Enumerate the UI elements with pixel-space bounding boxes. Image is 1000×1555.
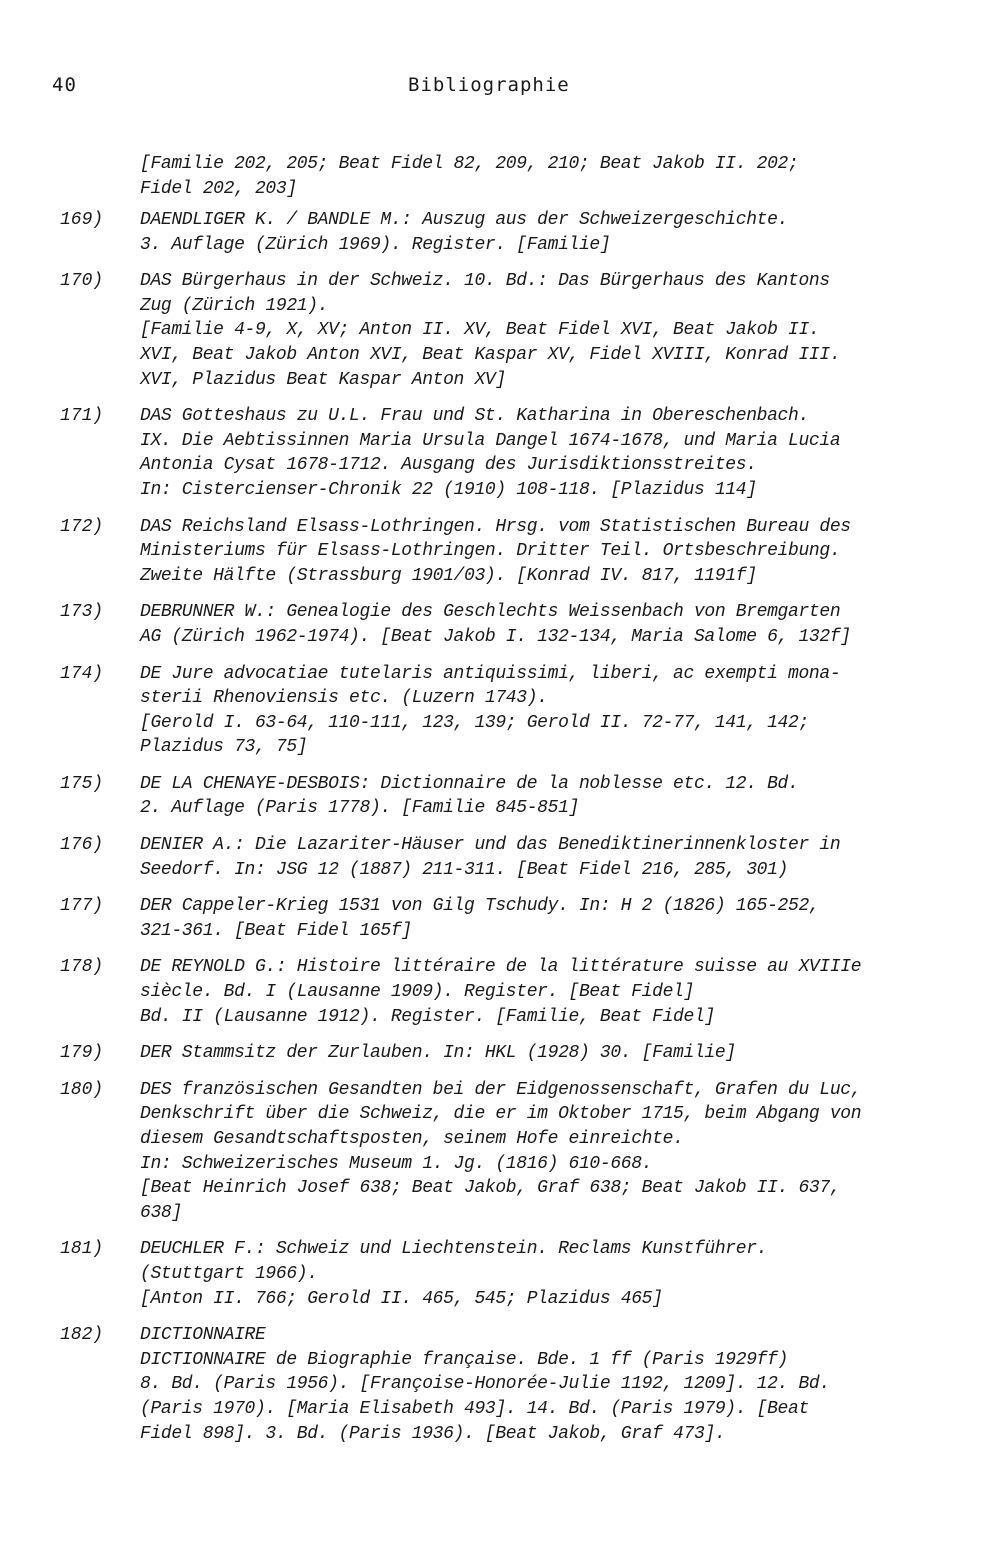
text-line: Zug (Zürich 1921). <box>140 295 329 316</box>
entry-text <box>140 208 940 257</box>
bibliography-entry <box>0 894 1000 943</box>
bibliography-entry <box>0 662 1000 760</box>
text-line: siècle. Bd. I (Lausanne 1909). Register. [Beat Fidel] <box>140 982 694 1003</box>
entry-text <box>140 662 940 760</box>
bibliography-entry <box>0 515 1000 589</box>
text-line: In: Schweizerisches Museum 1. Jg. (1816) 610-668. <box>140 1153 653 1174</box>
text-line: [Anton II. 766; Gerold II. 465, 545; Plazidus 465] <box>140 1288 663 1309</box>
text-line: DE LA CHENAYE-DESBOIS: Dictionnaire de la noblesse etc. 12. Bd. <box>140 773 799 794</box>
entry-number: 179) <box>60 1043 104 1064</box>
entry-text <box>140 772 940 821</box>
text-line: DAENDLIGER K. / BANDLE M.: Auszug aus der Schweizergeschichte. <box>140 210 789 230</box>
text-line: Plazidus 73, 75] <box>140 737 308 758</box>
text-line: DAS Bürgerhaus in der Schweiz. 10. Bd.: Das Bürgerhaus des Kantons <box>140 271 830 292</box>
entry-text <box>140 955 940 1029</box>
text-line: 321-361. [Beat Fidel 165f] <box>140 920 412 941</box>
continuation-text <box>140 152 940 201</box>
text-line: In: Cistercienser-Chronik 22 (1910) 108-118. [Plazidus 114] <box>140 479 757 500</box>
text-line: Denkschrift über die Schweiz, die er im Oktober 1715, beim Abgang von <box>140 1104 862 1125</box>
bibliography-entry <box>0 208 1000 257</box>
text-line: DAS Reichsland Elsass-Lothringen. Hrsg. vom Statistischen Bureau des <box>140 516 851 537</box>
text-line: DAS Gotteshaus zu U.L. Frau und St. Katharina in Obereschenbach. <box>140 406 809 427</box>
entry-number: 175) <box>60 773 104 794</box>
text-line: DICTIONNAIRE de Biographie française. Bde. 1 ff (Paris 1929ff) <box>140 1349 789 1370</box>
text-line: 3. Auflage (Zürich 1969). Register. [Familie] <box>140 234 611 255</box>
text-line: Fidel 898]. 3. Bd. (Paris 1936). [Beat Jakob, Graf 473]. <box>140 1423 726 1444</box>
text-line: [Beat Heinrich Josef 638; Beat Jakob, Graf 638; Beat Jakob II. 637, <box>140 1178 841 1199</box>
entry-number: 172) <box>60 516 104 537</box>
entry-text <box>140 894 940 943</box>
entry-number: 178) <box>60 957 104 978</box>
bibliography-entry <box>0 1078 1000 1226</box>
entry-number: 177) <box>60 896 104 917</box>
text-line: XVI, Plazidus Beat Kaspar Anton XV] <box>140 369 506 390</box>
entry-number: 170) <box>60 271 104 292</box>
entry-text <box>140 1323 940 1446</box>
text-line: DE Jure advocatiae tutelaris antiquissimi, liberi, ac exempti mona- <box>140 663 841 684</box>
bibliography-entry <box>0 269 1000 392</box>
text-line: Fidel 202, 203] <box>140 178 297 199</box>
bibliography-entry <box>0 1323 1000 1446</box>
entry-text <box>140 1078 940 1226</box>
entry-number: 181) <box>60 1239 104 1260</box>
text-line: DEUCHLER F.: Schweiz und Liechtenstein. Reclams Kunstführer. <box>140 1239 768 1260</box>
entry-text <box>140 600 940 649</box>
bibliography-entry <box>0 404 1000 502</box>
text-line: Seedorf. In: JSG 12 (1887) 211-311. [Beat Fidel 216, 285, 301) <box>140 859 789 880</box>
text-line: [Familie 202, 205; Beat Fidel 82, 209, 210; Beat Jakob II. 202; <box>140 154 799 174</box>
text-line: DENIER A.: Die Lazariter-Häuser und das Benediktinerinnenkloster in <box>140 835 841 856</box>
entry-number: 182) <box>60 1325 104 1346</box>
text-line: Ministeriums für Elsass-Lothringen. Dritter Teil. Ortsbeschreibung. <box>140 541 841 562</box>
entry-number: 173) <box>60 602 104 623</box>
text-line: DEBRUNNER W.: Genealogie des Geschlechts Weissenbach von Bremgarten <box>140 602 841 623</box>
text-line: DE REYNOLD G.: Histoire littéraire de la littérature suisse au XVIIIe <box>140 957 862 978</box>
text-line: Antonia Cysat 1678-1712. Ausgang des Jurisdiktionsstreites. <box>140 455 757 476</box>
entry-text <box>140 1041 940 1066</box>
text-line: (Paris 1970). [Maria Elisabeth 493]. 14. Bd. (Paris 1979). [Beat <box>140 1398 809 1419</box>
text-line: DER Stammsitz der Zurlauben. In: HKL (1928) 30. [Familie] <box>140 1043 736 1064</box>
bibliography-entry <box>0 600 1000 649</box>
text-line: DICTIONNAIRE <box>140 1325 266 1346</box>
text-line: Zweite Hälfte (Strassburg 1901/03). [Konrad IV. 817, 1191f] <box>140 565 757 586</box>
text-line: AG (Zürich 1962-1974). [Beat Jakob I. 132-134, Maria Salome 6, 132f] <box>140 626 851 647</box>
bibliography-entry <box>0 1237 1000 1311</box>
entry-text <box>140 515 940 589</box>
running-head: Bibliographie <box>408 74 570 96</box>
entry-number: 176) <box>60 835 104 856</box>
bibliography-entry <box>0 955 1000 1029</box>
entry-number: 174) <box>60 663 104 684</box>
bibliography-list <box>0 208 1000 1458</box>
text-line: DES französischen Gesandten bei der Eidgenossenschaft, Grafen du Luc, <box>140 1079 862 1100</box>
text-line: (Stuttgart 1966). <box>140 1263 318 1284</box>
text-line: Bd. II (Lausanne 1912). Register. [Familie, Beat Fidel] <box>140 1006 715 1027</box>
entry-number: 171) <box>60 406 104 427</box>
entry-number: 180) <box>60 1079 104 1100</box>
entry-text <box>140 1237 940 1311</box>
bibliography-entry <box>0 772 1000 821</box>
entry-text <box>140 269 940 392</box>
entry-text <box>140 404 940 502</box>
text-line: 2. Auflage (Paris 1778). [Familie 845-851] <box>140 798 579 819</box>
text-line: 638] <box>140 1202 182 1223</box>
text-line: 8. Bd. (Paris 1956). [Françoise-Honorée-Julie 1192, 1209]. 12. Bd. <box>140 1374 830 1395</box>
bibliography-entry <box>0 1041 1000 1066</box>
text-line: XVI, Beat Jakob Anton XVI, Beat Kaspar XV, Fidel XVIII, Konrad III. <box>140 344 841 365</box>
entry-text <box>140 833 940 882</box>
page-number: 40 <box>52 74 77 96</box>
bibliography-entry <box>0 833 1000 882</box>
text-line: DER Cappeler-Krieg 1531 von Gilg Tschudy. In: H 2 (1826) 165-252, <box>140 896 820 917</box>
text-line: sterii Rhenoviensis etc. (Luzern 1743). <box>140 688 548 709</box>
text-line: [Gerold I. 63-64, 110-111, 123, 139; Gerold II. 72-77, 141, 142; <box>140 712 809 733</box>
text-line: IX. Die Aebtissinnen Maria Ursula Dangel 1674-1678, und Maria Lucia <box>140 430 841 451</box>
text-line: diesem Gesandtschaftsposten, seinem Hofe einreichte. <box>140 1129 684 1149</box>
entry-number: 169) <box>60 210 104 230</box>
text-line: [Familie 4-9, X, XV; Anton II. XV, Beat Fidel XVI, Beat Jakob II. <box>140 320 820 341</box>
